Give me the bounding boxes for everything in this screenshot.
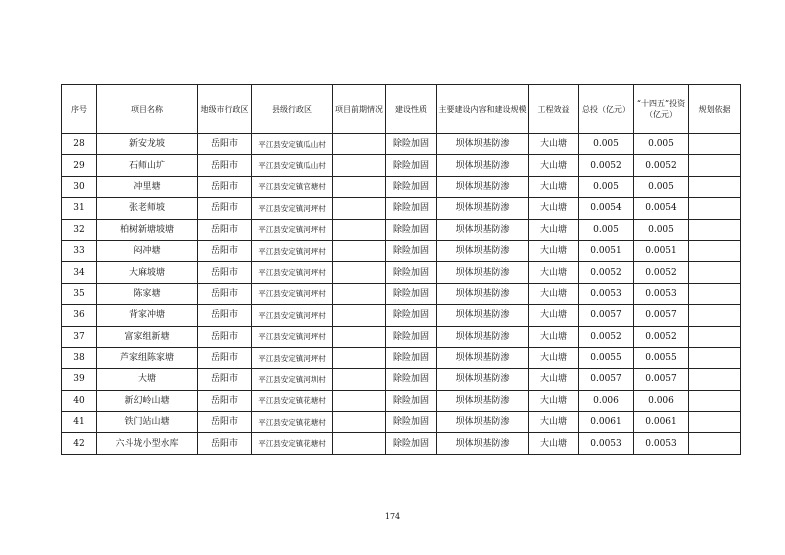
table-cell: 42 [62, 433, 97, 454]
header-cell: “十四五”投资（亿元） [634, 85, 689, 134]
table-cell: 岳阳市 [198, 347, 252, 368]
table-cell [333, 240, 386, 261]
table-cell [689, 240, 741, 261]
table-cell: 28 [62, 134, 97, 155]
table-cell: 坝体坝基防渗 [437, 240, 529, 261]
table-cell: 富家组新塘 [97, 326, 198, 347]
table-cell: 0.0053 [579, 283, 634, 304]
table-cell: 除险加固 [386, 433, 437, 454]
table-cell: 0.0057 [579, 369, 634, 390]
table-cell: 39 [62, 369, 97, 390]
table-row [62, 347, 741, 368]
table-cell: 大塘 [97, 369, 198, 390]
project-table [61, 84, 741, 455]
table-cell: 除险加固 [386, 240, 437, 261]
table-cell: 坝体坝基防渗 [437, 134, 529, 155]
table-cell: 背家冲塘 [97, 305, 198, 326]
table-cell: 0.0052 [634, 155, 689, 176]
table-cell: 平江县安定镇河圳村 [252, 369, 333, 390]
table-cell: 坝体坝基防渗 [437, 305, 529, 326]
table-cell: 坝体坝基防渗 [437, 369, 529, 390]
table-cell: 六斗垅小型水库 [97, 433, 198, 454]
table-cell: 0.005 [634, 219, 689, 240]
table-cell: 0.006 [634, 390, 689, 411]
table-cell: 除险加固 [386, 134, 437, 155]
table-cell: 0.005 [579, 134, 634, 155]
table-cell: 0.0052 [579, 155, 634, 176]
table-cell: 岳阳市 [198, 369, 252, 390]
table-cell: 大山塘 [529, 305, 579, 326]
table-cell: 大麻坡塘 [97, 262, 198, 283]
table-cell: 40 [62, 390, 97, 411]
table-cell: 铁门站山塘 [97, 412, 198, 433]
table-cell [689, 369, 741, 390]
table-cell: 大山塘 [529, 412, 579, 433]
table-cell: 0.0054 [579, 198, 634, 219]
table-cell: 平江县安定镇河坪村 [252, 219, 333, 240]
table-cell [333, 198, 386, 219]
header-cell: 总投（亿元） [579, 85, 634, 134]
table-cell: 岳阳市 [198, 134, 252, 155]
header-cell: 县级行政区 [252, 85, 333, 134]
table-cell: 大山塘 [529, 347, 579, 368]
table-cell: 平江县安定镇花塘村 [252, 412, 333, 433]
table-cell: 0.0057 [579, 305, 634, 326]
table-cell: 41 [62, 412, 97, 433]
table-row [62, 262, 741, 283]
table-cell: 平江县安定镇河坪村 [252, 240, 333, 261]
table-cell: 除险加固 [386, 390, 437, 411]
table-cell [689, 390, 741, 411]
table-cell: 0.005 [579, 176, 634, 197]
table-cell: 平江县安定镇河坪村 [252, 326, 333, 347]
table-header-row [62, 85, 741, 134]
header-cell: 项目前期情况 [333, 85, 386, 134]
table-cell: 岳阳市 [198, 198, 252, 219]
table-cell: 坝体坝基防渗 [437, 198, 529, 219]
table-cell: 除险加固 [386, 326, 437, 347]
table-cell: 0.0055 [579, 347, 634, 368]
table-cell: 0.0052 [634, 262, 689, 283]
table-cell: 0.005 [634, 176, 689, 197]
table-cell: 大山塘 [529, 262, 579, 283]
table-cell: 石师山圹 [97, 155, 198, 176]
table-row [62, 155, 741, 176]
table-cell: 大山塘 [529, 134, 579, 155]
table-cell: 新幻岭山塘 [97, 390, 198, 411]
table-cell: 岳阳市 [198, 240, 252, 261]
table-row [62, 326, 741, 347]
table-cell: 芦家组陈家塘 [97, 347, 198, 368]
table-body [62, 85, 741, 455]
header-cell: 地级市行政区 [198, 85, 252, 134]
table-cell [689, 347, 741, 368]
table-cell: 除险加固 [386, 198, 437, 219]
table-cell [333, 134, 386, 155]
table-cell: 0.0055 [634, 347, 689, 368]
table-cell: 岳阳市 [198, 412, 252, 433]
table-cell: 新安龙坡 [97, 134, 198, 155]
header-cell: 项目名称 [97, 85, 198, 134]
table-cell [689, 262, 741, 283]
table-cell [333, 433, 386, 454]
table-cell: 坝体坝基防渗 [437, 176, 529, 197]
table-cell [689, 219, 741, 240]
table-cell: 0.005 [634, 134, 689, 155]
table-cell: 29 [62, 155, 97, 176]
table-row [62, 412, 741, 433]
table-cell: 37 [62, 326, 97, 347]
table-row [62, 369, 741, 390]
table-cell [333, 369, 386, 390]
table-cell [333, 176, 386, 197]
table-row [62, 433, 741, 454]
table-cell: 大山塘 [529, 390, 579, 411]
table-cell: 0.0057 [634, 305, 689, 326]
table-cell: 平江县安定镇官塘村 [252, 176, 333, 197]
table-row [62, 176, 741, 197]
table-cell: 0.0061 [634, 412, 689, 433]
table-cell: 35 [62, 283, 97, 304]
table-cell: 坝体坝基防渗 [437, 155, 529, 176]
table-cell: 陈家塘 [97, 283, 198, 304]
table-cell: 坝体坝基防渗 [437, 390, 529, 411]
table-row [62, 240, 741, 261]
table-cell [689, 433, 741, 454]
table-cell [689, 305, 741, 326]
table-row [62, 390, 741, 411]
table-cell: 平江县安定镇瓜山村 [252, 134, 333, 155]
table-cell: 0.0054 [634, 198, 689, 219]
table-cell: 平江县安定镇花塘村 [252, 433, 333, 454]
table-cell: 36 [62, 305, 97, 326]
table-row [62, 283, 741, 304]
table-cell [689, 326, 741, 347]
table-cell [333, 219, 386, 240]
table-cell: 大山塘 [529, 198, 579, 219]
table-cell [689, 283, 741, 304]
table-cell: 大山塘 [529, 176, 579, 197]
table-cell: 除险加固 [386, 176, 437, 197]
table-cell: 岳阳市 [198, 433, 252, 454]
table-cell [333, 347, 386, 368]
table-cell [333, 305, 386, 326]
table-cell: 0.0052 [579, 262, 634, 283]
table-cell: 0.0057 [634, 369, 689, 390]
table-cell: 0.0052 [579, 326, 634, 347]
table-cell: 岳阳市 [198, 155, 252, 176]
table-cell: 坝体坝基防渗 [437, 283, 529, 304]
table-cell: 除险加固 [386, 262, 437, 283]
table-cell [689, 176, 741, 197]
header-cell: 序号 [62, 85, 97, 134]
table-cell [333, 390, 386, 411]
table-cell: 除险加固 [386, 369, 437, 390]
table-cell: 坝体坝基防渗 [437, 219, 529, 240]
table-cell [333, 155, 386, 176]
table-cell: 0.0052 [634, 326, 689, 347]
table-cell: 32 [62, 219, 97, 240]
table-cell: 平江县安定镇花塘村 [252, 390, 333, 411]
table-cell: 大山塘 [529, 433, 579, 454]
table-cell: 坝体坝基防渗 [437, 412, 529, 433]
table-cell [333, 412, 386, 433]
table-cell: 除险加固 [386, 155, 437, 176]
table-cell [689, 155, 741, 176]
table-cell: 坝体坝基防渗 [437, 347, 529, 368]
table-cell: 34 [62, 262, 97, 283]
table-cell [689, 412, 741, 433]
table-cell: 大山塘 [529, 283, 579, 304]
table-cell [333, 283, 386, 304]
page-number: 174 [384, 512, 401, 521]
table-cell: 平江县安定镇河坪村 [252, 347, 333, 368]
table-cell: 大山塘 [529, 240, 579, 261]
table-cell: 冲里塘 [97, 176, 198, 197]
table-cell: 坝体坝基防渗 [437, 262, 529, 283]
table-cell: 岳阳市 [198, 305, 252, 326]
table-cell [333, 262, 386, 283]
table-cell: 0.006 [579, 390, 634, 411]
table-cell: 岳阳市 [198, 326, 252, 347]
table-cell [333, 326, 386, 347]
table-cell: 0.0053 [634, 283, 689, 304]
table-cell: 0.0061 [579, 412, 634, 433]
table-cell: 岳阳市 [198, 176, 252, 197]
table-cell: 岳阳市 [198, 219, 252, 240]
table-cell: 0.0051 [579, 240, 634, 261]
table-cell: 岳阳市 [198, 262, 252, 283]
table-cell: 除险加固 [386, 283, 437, 304]
table-cell: 38 [62, 347, 97, 368]
table-cell: 0.0053 [634, 433, 689, 454]
table-cell: 坝体坝基防渗 [437, 433, 529, 454]
table-cell: 0.005 [579, 219, 634, 240]
table-cell: 30 [62, 176, 97, 197]
table-cell: 柏树新塘坡塘 [97, 219, 198, 240]
table-cell: 张老师坡 [97, 198, 198, 219]
table-cell: 除险加固 [386, 347, 437, 368]
table-cell: 大山塘 [529, 369, 579, 390]
table-cell [689, 198, 741, 219]
header-cell: 主要建设内容和建设规模 [437, 85, 529, 134]
header-cell: 规划依据 [689, 85, 741, 134]
table-cell: 0.0051 [634, 240, 689, 261]
header-cell: 建设性质 [386, 85, 437, 134]
table-row [62, 305, 741, 326]
table-cell: 除险加固 [386, 412, 437, 433]
table-cell: 除险加固 [386, 219, 437, 240]
table-cell: 大山塘 [529, 219, 579, 240]
header-cell: 工程效益 [529, 85, 579, 134]
table-cell: 岳阳市 [198, 283, 252, 304]
table-cell: 平江县安定镇河坪村 [252, 305, 333, 326]
table-cell: 大山塘 [529, 326, 579, 347]
table-cell: 大山塘 [529, 155, 579, 176]
table-cell: 平江县安定镇河坪村 [252, 262, 333, 283]
table-cell: 岳阳市 [198, 390, 252, 411]
table-row [62, 134, 741, 155]
table-row [62, 219, 741, 240]
table-row [62, 198, 741, 219]
table-cell: 31 [62, 198, 97, 219]
table-cell: 闷冲塘 [97, 240, 198, 261]
table-cell [689, 134, 741, 155]
table-cell: 33 [62, 240, 97, 261]
table-cell: 坝体坝基防渗 [437, 326, 529, 347]
table-cell: 平江县安定镇瓜山村 [252, 155, 333, 176]
table-cell: 平江县安定镇河坪村 [252, 198, 333, 219]
table-cell: 除险加固 [386, 305, 437, 326]
table-cell: 平江县安定镇河坪村 [252, 283, 333, 304]
table-cell: 0.0053 [579, 433, 634, 454]
